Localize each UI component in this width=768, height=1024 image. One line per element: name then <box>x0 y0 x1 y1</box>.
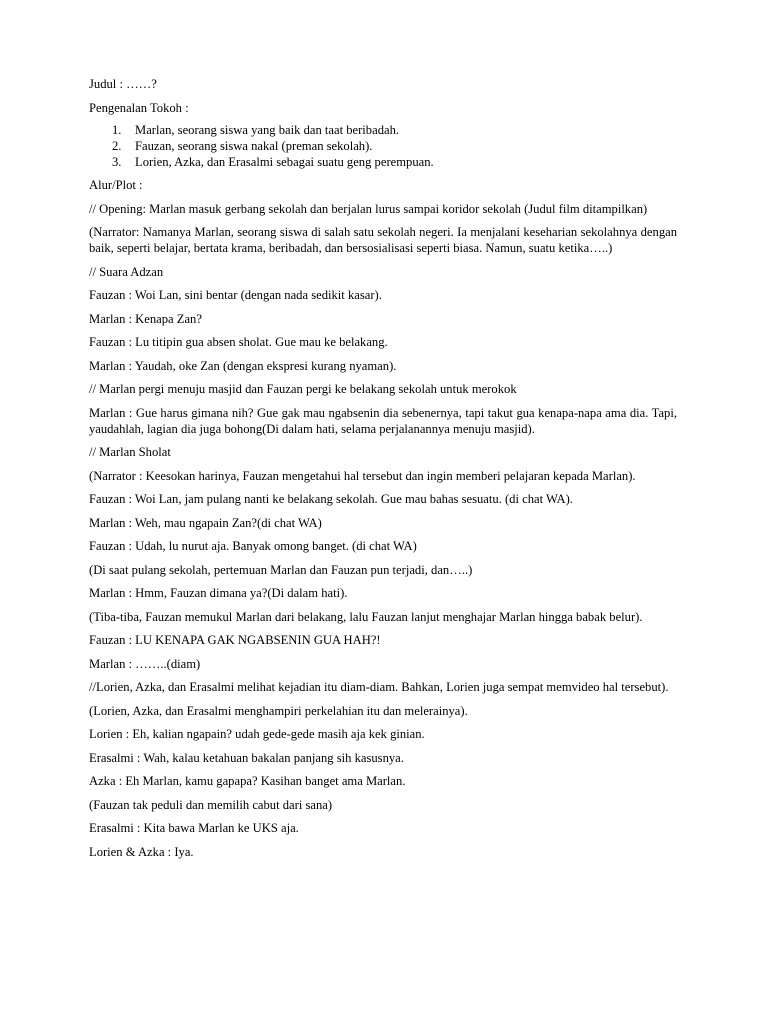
script-paragraph: //Lorien, Azka, dan Erasalmi melihat kejadian itu diam-diam. Bahkan, Lorien juga sempat memvideo hal tersebut). <box>89 680 669 694</box>
script-paragraph: Lorien : Eh, kalian ngapain? udah gede-gede masih aja kek ginian. <box>89 727 425 741</box>
script-paragraph: Erasalmi : Kita bawa Marlan ke UKS aja. <box>89 821 299 835</box>
list-item-text: Lorien, Azka, dan Erasalmi sebagai suatu geng perempuan. <box>135 155 434 169</box>
list-number: 1. <box>112 123 122 137</box>
script-paragraph: Marlan : Gue harus gimana nih? Gue gak mau ngabsenin dia sebenernya, tapi takut gua kenapa-napa ama dia. Tapi, yaudahlah, lagian dia juga bohong(Di dalam hati, selama perjalanannya menuju masjid). <box>89 405 677 436</box>
list-item <box>89 122 677 138</box>
script-paragraph: Fauzan : Woi Lan, sini bentar (dengan nada sedikit kasar). <box>89 288 382 302</box>
title-line: Judul : ……? <box>89 77 157 91</box>
list-item <box>89 138 677 154</box>
list-item-text: Fauzan, seorang siswa nakal (preman sekolah). <box>135 139 373 153</box>
list-number: 3. <box>112 155 122 169</box>
script-paragraph: (Narrator : Keesokan harinya, Fauzan mengetahui hal tersebut dan ingin memberi pelajaran kepada Marlan). <box>89 468 636 483</box>
cast-list <box>89 122 677 170</box>
list-item-text: Marlan, seorang siswa yang baik dan taat beribadah. <box>135 123 400 137</box>
script-paragraph: Fauzan : Woi Lan, jam pulang nanti ke belakang sekolah. Gue mau bahas sesuatu. (di chat WA). <box>89 492 573 506</box>
script-paragraph: // Opening: Marlan masuk gerbang sekolah dan berjalan lurus sampai koridor sekolah (Judul film ditampilkan) <box>89 201 648 216</box>
script-paragraph: Fauzan : Lu titipin gua absen sholat. Gue mau ke belakang. <box>89 335 388 349</box>
script-paragraph: Marlan : Kenapa Zan? <box>89 311 202 326</box>
plot-heading: Alur/Plot : <box>89 178 143 192</box>
list-item <box>89 154 677 170</box>
script-paragraph: (Tiba-tiba, Fauzan memukul Marlan dari belakang, lalu Fauzan lanjut menghajar Marlan hingga babak belur). <box>89 609 643 624</box>
script-paragraph: Marlan : Hmm, Fauzan dimana ya?(Di dalam hati). <box>89 586 348 600</box>
script-paragraph: Fauzan : LU KENAPA GAK NGABSENIN GUA HAH?! <box>89 633 381 647</box>
script-paragraph: Azka : Eh Marlan, kamu gapapa? Kasihan banget ama Marlan. <box>89 774 406 788</box>
script-paragraph: // Suara Adzan <box>89 264 164 279</box>
script-paragraph: // Marlan Sholat <box>89 445 171 459</box>
document-page <box>89 76 677 867</box>
script-paragraph: (Lorien, Azka, dan Erasalmi menghampiri perkelahian itu dan melerainya). <box>89 703 468 718</box>
script-paragraph: (Fauzan tak peduli dan memilih cabut dari sana) <box>89 797 333 812</box>
cast-heading: Pengenalan Tokoh : <box>89 100 189 115</box>
script-paragraph: Marlan : ……..(diam) <box>89 656 201 671</box>
script-paragraph: Fauzan : Udah, lu nurut aja. Banyak omong banget. (di chat WA) <box>89 539 417 553</box>
list-number: 2. <box>112 139 122 153</box>
script-paragraph: Marlan : Weh, mau ngapain Zan?(di chat WA) <box>89 515 322 530</box>
script-paragraph: (Di saat pulang sekolah, pertemuan Marlan dan Fauzan pun terjadi, dan…..) <box>89 562 473 577</box>
script-paragraph: Lorien & Azka : Iya. <box>89 844 194 859</box>
script-paragraph: (Narrator: Namanya Marlan, seorang siswa di salah satu sekolah negeri. Ia menjalani keseharian sekolahnya dengan baik, seperti belajar, bertata krama, beribadah, dan bersosialisasi seperti biasa. Namun, suatu ketika…..) <box>89 225 677 255</box>
script-paragraph: // Marlan pergi menuju masjid dan Fauzan pergi ke belakang sekolah untuk merokok <box>89 382 517 396</box>
script-paragraph: Marlan : Yaudah, oke Zan (dengan ekspresi kurang nyaman). <box>89 358 397 373</box>
script-paragraph: Erasalmi : Wah, kalau ketahuan bakalan panjang sih kasusnya. <box>89 750 404 765</box>
